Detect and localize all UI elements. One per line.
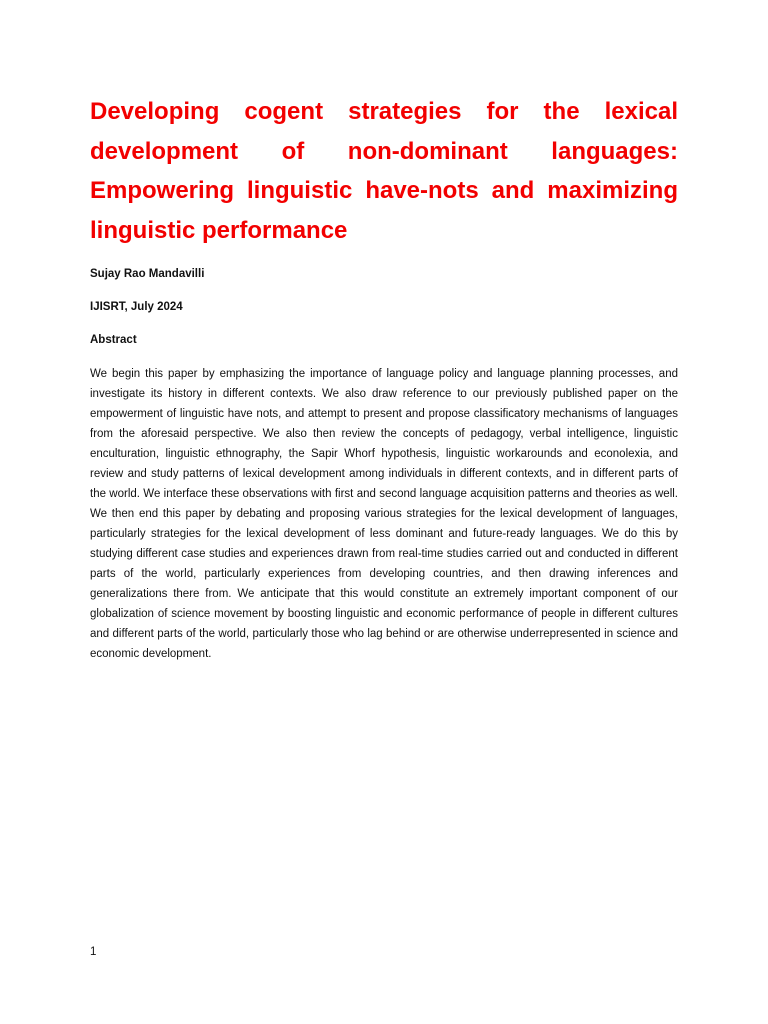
abstract-body: We begin this paper by emphasizing the importance of language policy and language planning processes, and investigate its history in different contexts. We also draw reference to our previously published paper on the empowerment of linguistic have nots, and attempt to present and propose classificatory mechanisms of languages from the aforesaid perspective. We also then review the concepts of pedagogy, verbal intelligence, linguistic enculturation, linguistic ethnography, the Sapir Whorf hypothesis, linguistic workarounds and econolexia, and review and study patterns of lexical development among individuals in different contexts, and in different parts of the world. We interface these observations with first and second language acquisition patterns and theories as well. We then end this paper by debating and proposing various strategies for the lexical development of languages, particularly strategies for the lexical development of less dominant and future-ready languages. We do this by studying different case studies and experiences drawn from real-time studies carried out and conducted in different parts of the world, particularly experiences from developing countries, and then drawing inferences and generalizations there from. We anticipate that this would constitute an extremely important component of our globalization of science movement by boosting linguistic and economic performance of people in different cultures and different parts of the world, particularly those who lag behind or are otherwise underrepresented in science and economic development.	[90, 368, 678, 660]
page-number: 1	[90, 946, 97, 958]
abstract-heading: Abstract	[90, 334, 137, 346]
journal-date: IJISRT, July 2024	[90, 301, 183, 313]
paper-title: Developing cogent strategies for the lexical development of non-dominant languages: Empowering linguistic have-nots and maximizing linguistic performance	[90, 98, 678, 244]
author-name: Sujay Rao Mandavilli	[90, 268, 205, 280]
